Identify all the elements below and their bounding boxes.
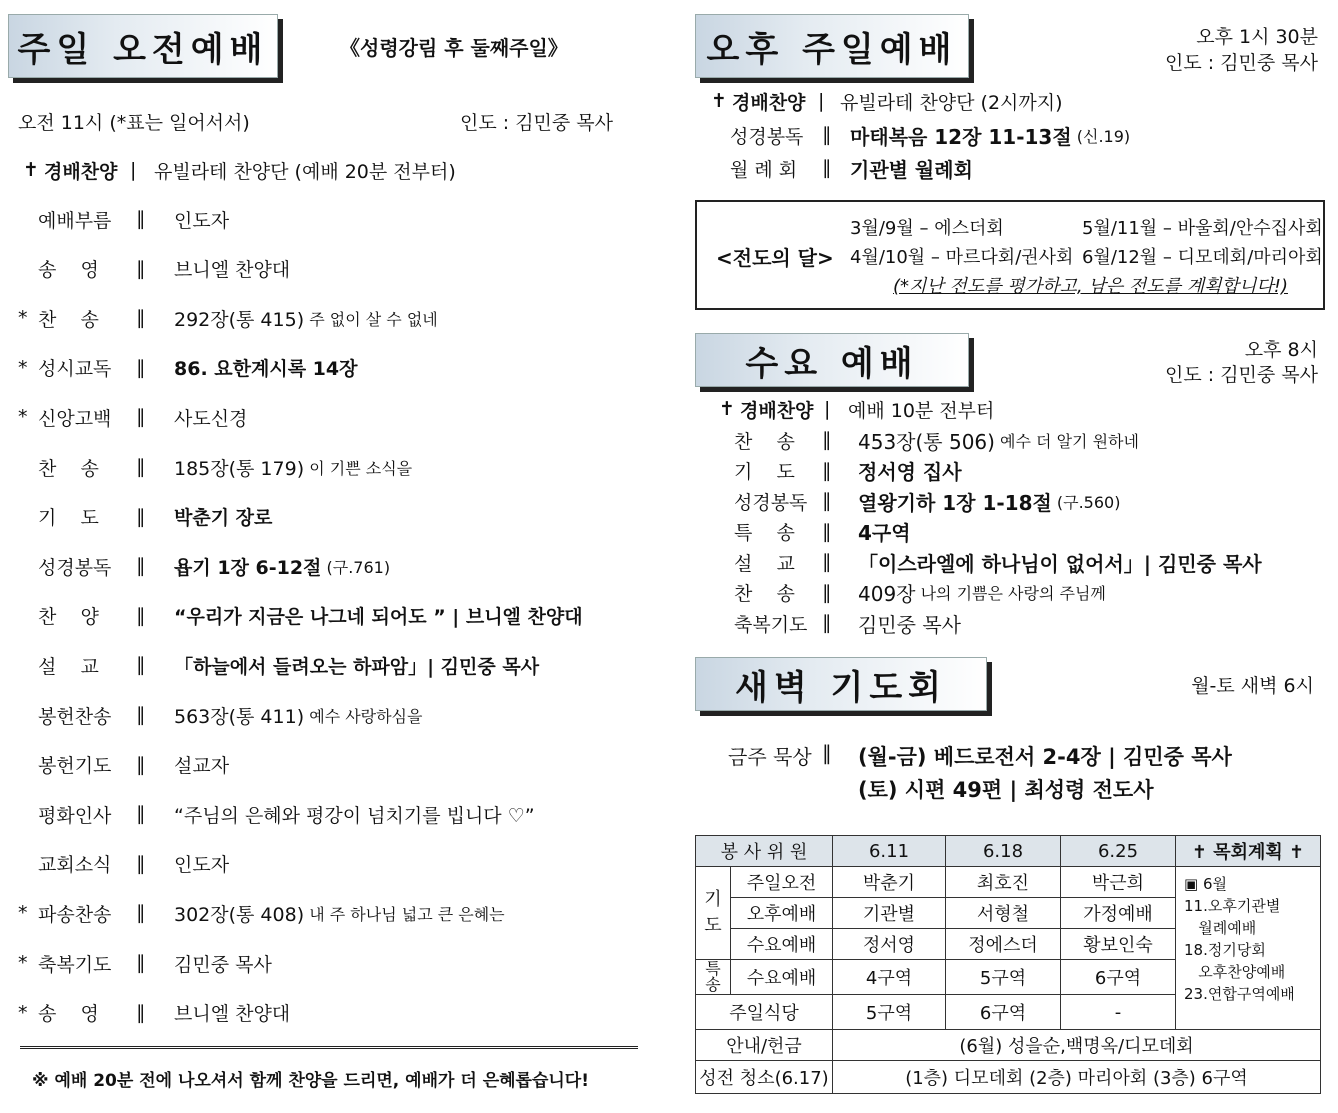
item-label: 특 송 (734, 522, 795, 544)
afternoon-opening (706, 86, 1063, 116)
wednesday-time: 오후 8시 (1244, 339, 1318, 361)
item-value: 409장 (858, 582, 916, 606)
mission-label: <전도의 달> (716, 246, 834, 270)
wednesday-leader: 인도 : 김민중 목사 (1165, 364, 1318, 386)
dawn-line-1: (월-금) 베드로전서 2-4장 | 김민중 목사 (858, 745, 1232, 769)
item-value: 열왕기하 1장 1-18절 (858, 490, 1052, 515)
stand-marker: * (18, 356, 28, 379)
special-group: 특 송 (696, 960, 731, 995)
duty-cell: 박춘기 (833, 867, 946, 898)
item-sep: ∥ (136, 753, 146, 776)
item-sep: ∥ (136, 604, 146, 627)
service-item (18, 298, 438, 338)
item-value: 김민중 목사 (174, 953, 272, 976)
afternoon-title: 오후 주일예배 (695, 14, 969, 78)
plan-item: 11.오후기관별 (1184, 897, 1281, 915)
duty-cell: 5구역 (833, 995, 946, 1030)
item-sep: ∥ (822, 124, 832, 146)
item-sep: ∥ (136, 654, 146, 677)
item-value: 86. 요한계시록 14장 (174, 358, 358, 381)
item-label: 찬 송 (38, 308, 99, 331)
item-label: 기 도 (38, 507, 99, 530)
service-item (18, 397, 247, 437)
item-label: 예배부름 (38, 209, 112, 232)
item-sep: ∥ (136, 356, 146, 379)
item-value: 김민중 목사 (858, 612, 961, 637)
item-label: 송 영 (38, 1003, 99, 1026)
plan-title: ✝ 목회계획 ✝ (1176, 836, 1321, 867)
plan-cell (1176, 867, 1321, 1030)
item-value: “주님의 은혜와 평강이 넘치기를 빕니다 ♡” (174, 804, 535, 827)
service-item (734, 425, 1139, 455)
duty-cell: 6구역 (1061, 960, 1176, 995)
mission-line-2: 5월/11월 – 바울회/안수집사회 (1082, 218, 1323, 239)
duty-row-name: 안내/헌금 (696, 1030, 833, 1061)
item-sep: ∥ (136, 1001, 146, 1024)
opening-label: 경배찬양 (44, 160, 118, 183)
item-sep: ∥ (136, 456, 146, 478)
item-sep: ∥ (822, 459, 832, 482)
service-item (734, 608, 961, 638)
item-value: 「하늘에서 들려오는 하파암」| 김민중 목사 (174, 655, 540, 678)
service-item (18, 893, 505, 933)
service-item (18, 596, 583, 636)
item-value: 박춘기 장로 (174, 507, 273, 530)
item-value: 185장(통 179) (174, 457, 305, 480)
dawn-line-2: (토) 시편 49편 | 최성령 전도사 (858, 778, 1154, 802)
dawn-sep: ∥ (822, 741, 832, 765)
item-value: 설교자 (174, 755, 230, 778)
plan-item: 오후찬양예배 (1184, 963, 1286, 981)
item-value: 563장(통 411) (174, 705, 305, 728)
opening-value: 예배 10분 전부터 (848, 399, 995, 422)
duty-cell: 서형철 (946, 898, 1061, 929)
service-item (734, 547, 1262, 577)
service-item (730, 153, 973, 183)
item-label: 기 도 (734, 461, 795, 483)
item-sep: ∥ (822, 520, 832, 543)
item-sep: ∥ (136, 803, 146, 826)
duty-cell: 최호진 (946, 867, 1061, 898)
opening-sep: | (130, 159, 137, 181)
duty-row-name: 주일식당 (696, 995, 833, 1030)
morning-leader: 인도 : 김민중 목사 (460, 112, 613, 134)
item-label: 찬 송 (734, 583, 795, 605)
item-value: 브니엘 찬양대 (174, 1003, 291, 1026)
service-item (18, 794, 535, 834)
opening-value: 유빌라테 찬양단 (2시까지) (840, 91, 1063, 114)
item-note: (구.761) (321, 557, 391, 577)
duty-row-name: 수요예배 (731, 960, 833, 995)
morning-subtitle: 《성령강림 후 둘째주일》 (340, 36, 568, 60)
duty-row-name: 수요예배 (731, 929, 833, 960)
service-item (18, 943, 272, 983)
item-value: 「이스라엘에 하나님이 없어서」| 김민중 목사 (858, 551, 1262, 576)
service-item (18, 546, 390, 586)
item-label: 신앙고백 (38, 407, 112, 430)
item-sep: ∥ (136, 555, 146, 578)
item-sep: ∥ (136, 307, 146, 330)
plan-item: 18.정기당회 (1184, 941, 1266, 959)
item-value: 마태복음 12장 11-13절 (850, 124, 1072, 149)
plan-item: 월례예배 (1184, 919, 1257, 937)
item-note: 예수 더 알기 원하네 (994, 431, 1139, 451)
service-item (18, 199, 229, 239)
cross-icon: ✝ (23, 159, 39, 181)
item-value: 정서영 집사 (858, 460, 962, 484)
item-value: 인도자 (174, 209, 230, 232)
dawn-title: 새벽 기도회 (695, 657, 987, 711)
opening-label: 경배찬양 (740, 399, 814, 422)
footer-rule (20, 1046, 638, 1049)
duty-cell: 가정예배 (1061, 898, 1176, 929)
item-label: 성경봉독 (730, 125, 804, 148)
duty-cell: 황보인숙 (1061, 929, 1176, 960)
duty-date: 6.25 (1061, 836, 1176, 867)
item-sep: ∥ (822, 157, 832, 179)
opening-sep: | (824, 398, 831, 420)
item-label: 평화인사 (38, 804, 112, 827)
service-item (730, 120, 1130, 150)
service-item (734, 578, 1106, 608)
stand-marker: * (18, 902, 28, 925)
dawn-label: 금주 묵상 (728, 745, 812, 769)
item-sep: ∥ (136, 257, 146, 280)
item-sep: ∥ (136, 505, 146, 528)
duty-cell: (6월) 성을순,백명옥/디모데회 (833, 1030, 1321, 1061)
duty-cell: 6구역 (946, 995, 1061, 1030)
prayer-group: 기 도 (696, 867, 731, 960)
duty-row-name: 성전 청소(6.17) (696, 1061, 833, 1094)
item-note: 이 기쁜 소식을 (304, 458, 413, 478)
plan-month: ▣ 6월 (1184, 875, 1227, 893)
item-label: 찬 송 (38, 457, 99, 480)
duty-row-name: 주일오전 (731, 867, 833, 898)
item-value: 4구역 (858, 521, 911, 545)
plan-item: 23.연합구역예배 (1184, 985, 1295, 1003)
item-note: 나의 기쁨은 사랑의 주님께 (915, 584, 1106, 603)
duty-cell: (1층) 디모데회 (2층) 마리아회 (3층) 6구역 (833, 1061, 1321, 1094)
item-value: 기관별 월례회 (850, 157, 973, 182)
item-label: 월 례 회 (730, 158, 798, 181)
item-label: 성경봉독 (734, 491, 808, 514)
service-item (734, 517, 911, 547)
item-label: 찬 양 (38, 606, 99, 629)
item-sep: ∥ (136, 952, 146, 974)
service-item (734, 486, 1120, 516)
duty-header: 봉 사 위 원 (696, 836, 833, 867)
item-sep: ∥ (136, 704, 146, 726)
duty-cell: 정에스더 (946, 929, 1061, 960)
item-label: 봉헌찬송 (38, 705, 112, 728)
item-sep: ∥ (822, 490, 832, 512)
opening-label: 경배찬양 (732, 91, 806, 114)
duty-date: 6.11 (833, 836, 946, 867)
item-label: 축복기도 (734, 613, 808, 636)
stand-marker: * (18, 1001, 28, 1024)
item-label: 봉헌기도 (38, 755, 112, 778)
duty-cell: 정서영 (833, 929, 946, 960)
stand-marker: * (18, 952, 28, 974)
mission-note: (*지난 전도를 평가하고, 남은 전도를 계획합니다!) (893, 276, 1288, 297)
morning-opening (18, 150, 456, 190)
item-sep: ∥ (136, 902, 146, 925)
item-sep: ∥ (822, 612, 832, 634)
afternoon-time: 오후 1시 30분 (1196, 26, 1318, 48)
item-label: 성시교독 (38, 358, 112, 381)
service-item (18, 645, 539, 685)
wednesday-title: 수요 예배 (695, 333, 969, 387)
service-item (18, 447, 412, 487)
duty-table (695, 835, 1321, 1094)
item-value: 453장(통 506) (858, 429, 995, 454)
item-sep: ∥ (136, 208, 146, 230)
stand-marker: * (18, 406, 28, 429)
dawn-time: 월-토 새벽 6시 (1191, 675, 1314, 697)
morning-footer: ※ 예배 20분 전에 나오셔서 함께 찬양을 드리면, 예배가 더 은혜롭습니다! (32, 1071, 589, 1091)
service-item (18, 249, 290, 289)
item-note: 내 주 하나님 넓고 큰 은혜는 (304, 904, 505, 924)
duty-cell: 4구역 (833, 960, 946, 995)
item-label: 설 교 (734, 552, 795, 575)
item-label: 축복기도 (38, 953, 112, 976)
opening-value: 유빌라테 찬양단 (예배 20분 전부터) (154, 160, 456, 183)
item-value: 욥기 1장 6-12절 (174, 556, 322, 579)
morning-time: 오전 11시 (*표는 일어서서) (18, 112, 250, 134)
item-sep: ∥ (136, 852, 146, 875)
service-item (18, 993, 290, 1033)
duty-date: 6.18 (946, 836, 1061, 867)
item-label: 교회소식 (38, 854, 112, 877)
item-label: 찬 송 (734, 430, 795, 453)
item-note: 예수 사랑하심을 (304, 706, 423, 726)
service-item (18, 348, 357, 388)
cross-icon: ✝ (719, 398, 735, 420)
duty-cell: - (1061, 995, 1176, 1030)
mission-line-4: 6월/12월 – 디모데회/마리아회 (1082, 247, 1323, 268)
item-note: (신.19) (1071, 126, 1131, 146)
item-value: 302장(통 408) (174, 903, 305, 926)
item-value: 브니엘 찬양대 (174, 259, 291, 282)
service-item (18, 844, 229, 884)
item-sep: ∥ (822, 581, 832, 604)
duty-row-name: 오후예배 (731, 898, 833, 929)
item-label: 설 교 (38, 655, 99, 678)
service-item (734, 456, 962, 486)
item-note: (구.560) (1051, 492, 1121, 512)
service-item (18, 695, 422, 735)
item-label: 성경봉독 (38, 556, 112, 579)
item-value: “우리가 지금은 나그네 되어도 ” | 브니엘 찬양대 (174, 606, 583, 629)
item-sep: ∥ (822, 429, 832, 451)
service-item (18, 497, 272, 537)
morning-title: 주일 오전예배 (8, 14, 278, 78)
duty-cell: 박근희 (1061, 867, 1176, 898)
item-note: 주 없이 살 수 없네 (304, 309, 438, 329)
item-sep: ∥ (822, 551, 832, 573)
opening-sep: | (818, 90, 825, 112)
item-sep: ∥ (136, 406, 146, 429)
stand-marker: * (18, 307, 28, 330)
item-value: 사도신경 (174, 407, 248, 430)
mission-line-1: 3월/9월 – 에스더회 (850, 218, 1004, 239)
item-value: 인도자 (174, 854, 230, 877)
item-label: 송 영 (38, 259, 99, 282)
mission-line-3: 4월/10월 – 마르다회/권사회 (850, 247, 1074, 268)
cross-icon: ✝ (711, 90, 727, 112)
afternoon-leader: 인도 : 김민중 목사 (1165, 52, 1318, 74)
item-label: 파송찬송 (38, 903, 112, 926)
wednesday-opening (714, 394, 994, 424)
item-value: 292장(통 415) (174, 308, 305, 331)
duty-cell: 기관별 (833, 898, 946, 929)
service-item (18, 745, 229, 785)
duty-cell: 5구역 (946, 960, 1061, 995)
